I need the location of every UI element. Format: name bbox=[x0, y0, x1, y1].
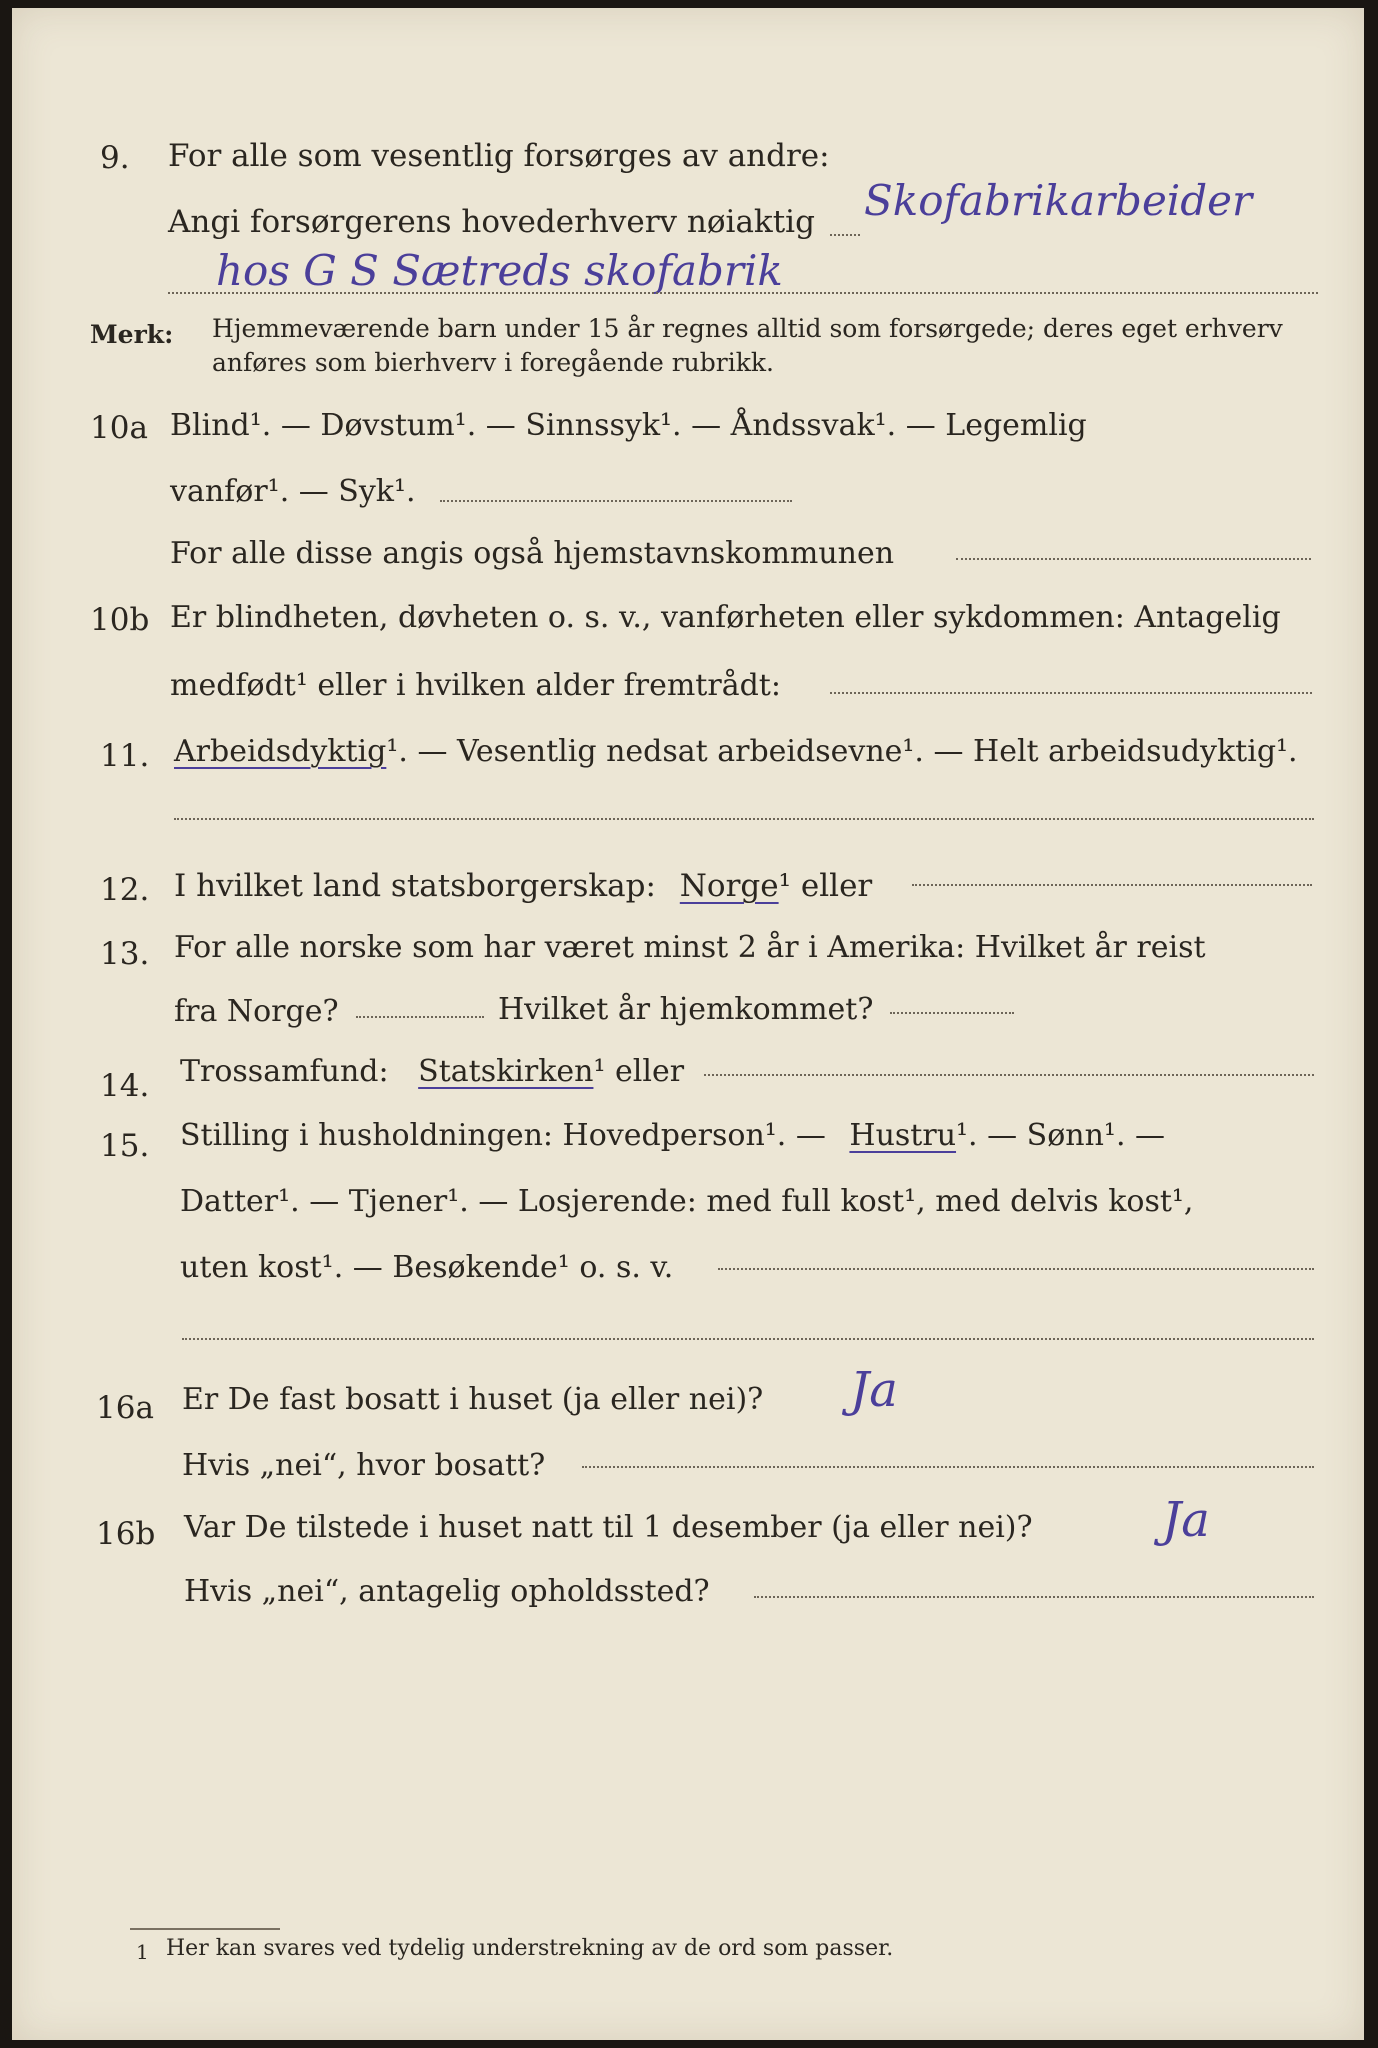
q14-number: 14. bbox=[100, 1068, 150, 1104]
q12-text: I hvilket land statsborgerskap: bbox=[174, 868, 656, 904]
footnote-text: Her kan svares ved tydelig understrekning av de ord som passer. bbox=[166, 1936, 894, 1961]
q15-answer-line bbox=[718, 1268, 1314, 1270]
q16a-number: 16a bbox=[96, 1390, 154, 1426]
q10b-line1: Er blindheten, døvheten o. s. v., vanførheten eller sykdommen: Antagelig bbox=[170, 600, 1281, 635]
merk-line1: Hjemmeværende barn under 15 år regnes alltid som forsørgede; deres eget erhverv bbox=[212, 314, 1283, 343]
q13-line2a: fra Norge? bbox=[174, 994, 339, 1029]
q12-option-norge: Norge bbox=[679, 868, 779, 904]
q11-line bbox=[174, 734, 1298, 769]
q9-number: 9. bbox=[100, 140, 130, 176]
q15-line3: uten kost¹. — Besøkende¹ o. s. v. bbox=[180, 1250, 674, 1285]
q10a-line2: vanfør¹. — Syk¹. bbox=[170, 474, 416, 509]
q12-line bbox=[174, 868, 872, 904]
q15-line1b: ¹. — Sønn¹. — bbox=[956, 1118, 1166, 1153]
q16b-answer-line bbox=[754, 1596, 1314, 1598]
q16a-line2: Hvis „nei“, hvor bosatt? bbox=[182, 1448, 546, 1483]
q14-text: Trossamfund: bbox=[180, 1054, 389, 1089]
q10a-kommune-line bbox=[956, 558, 1311, 560]
q14-option-statskirken: Statskirken bbox=[418, 1054, 594, 1089]
merk-label: Merk: bbox=[90, 320, 174, 349]
q9-answer-line bbox=[830, 234, 860, 236]
q16a-answer-line bbox=[582, 1466, 1314, 1468]
q9-answer-line-2 bbox=[168, 292, 1318, 294]
q11-answer-line bbox=[174, 818, 1314, 820]
q15-line1 bbox=[180, 1118, 1165, 1153]
q15-number: 15. bbox=[100, 1128, 150, 1164]
footnote-marker: 1 bbox=[136, 1940, 149, 1964]
q16b-line2: Hvis „nei“, antagelig opholdssted? bbox=[184, 1574, 710, 1609]
q9-handwritten-answer-1: Skofabrikarbeider bbox=[864, 176, 1253, 225]
q15-line1a: Stilling i husholdningen: Hovedperson¹. — bbox=[180, 1118, 826, 1153]
merk-line2: anføres som bierhverv i foregående rubrikk. bbox=[212, 348, 774, 377]
q10a-line3: For alle disse angis også hjemstavnskommunen bbox=[170, 536, 895, 571]
footnote-rule bbox=[130, 1928, 280, 1930]
q13-hjemkommet-line bbox=[890, 1012, 1014, 1014]
q9-handwritten-answer-2: hos G S Sætreds skofabrik bbox=[216, 246, 783, 295]
q10a-answer-line bbox=[440, 500, 792, 502]
census-form-page bbox=[12, 8, 1364, 2040]
q16b-handwritten-answer: Ja bbox=[1162, 1492, 1210, 1548]
q9-line1: For alle som vesentlig forsørges av andre: bbox=[168, 138, 830, 174]
q16b-number: 16b bbox=[96, 1516, 156, 1552]
q14-line bbox=[180, 1054, 684, 1089]
q12-answer-line bbox=[912, 884, 1312, 886]
q12-tail: ¹ eller bbox=[778, 868, 873, 904]
q13-line1: For alle norske som har været minst 2 år i Amerika: Hvilket år reist bbox=[174, 930, 1206, 965]
q15-answer-line-2 bbox=[182, 1338, 1314, 1340]
q11-number: 11. bbox=[100, 738, 150, 774]
q15-option-hustru: Hustru bbox=[849, 1118, 957, 1153]
q13-number: 13. bbox=[100, 936, 150, 972]
q10a-line1: Blind¹. — Døvstum¹. — Sinnssyk¹. — Åndssvak¹. — Legemlig bbox=[170, 408, 1087, 443]
q12-number: 12. bbox=[100, 872, 150, 908]
q16a-handwritten-answer: Ja bbox=[850, 1362, 898, 1418]
q11-rest: ¹. — Vesentlig nedsat arbeidsevne¹. — Helt arbeidsudyktig¹. bbox=[386, 734, 1298, 769]
q10a-number: 10a bbox=[90, 410, 148, 446]
q11-option-arbeidsdyktig: Arbeidsdyktig bbox=[174, 734, 387, 769]
q10b-line2: medfødt¹ eller i hvilken alder fremtrådt: bbox=[170, 668, 781, 703]
q15-line2: Datter¹. — Tjener¹. — Losjerende: med full kost¹, med delvis kost¹, bbox=[180, 1184, 1194, 1219]
q14-tail: ¹ eller bbox=[593, 1054, 685, 1089]
q13-reist-line bbox=[356, 1016, 484, 1018]
q16b-line1: Var De tilstede i huset natt til 1 desember (ja eller nei)? bbox=[184, 1510, 1033, 1545]
q10b-answer-line bbox=[830, 692, 1312, 694]
q14-answer-line bbox=[704, 1074, 1314, 1076]
q10b-number: 10b bbox=[90, 602, 150, 638]
q16a-line1: Er De fast bosatt i huset (ja eller nei)? bbox=[182, 1382, 764, 1417]
q13-line2b: Hvilket år hjemkommet? bbox=[498, 992, 874, 1027]
q9-line2: Angi forsørgerens hovederhverv nøiaktig bbox=[168, 204, 815, 240]
